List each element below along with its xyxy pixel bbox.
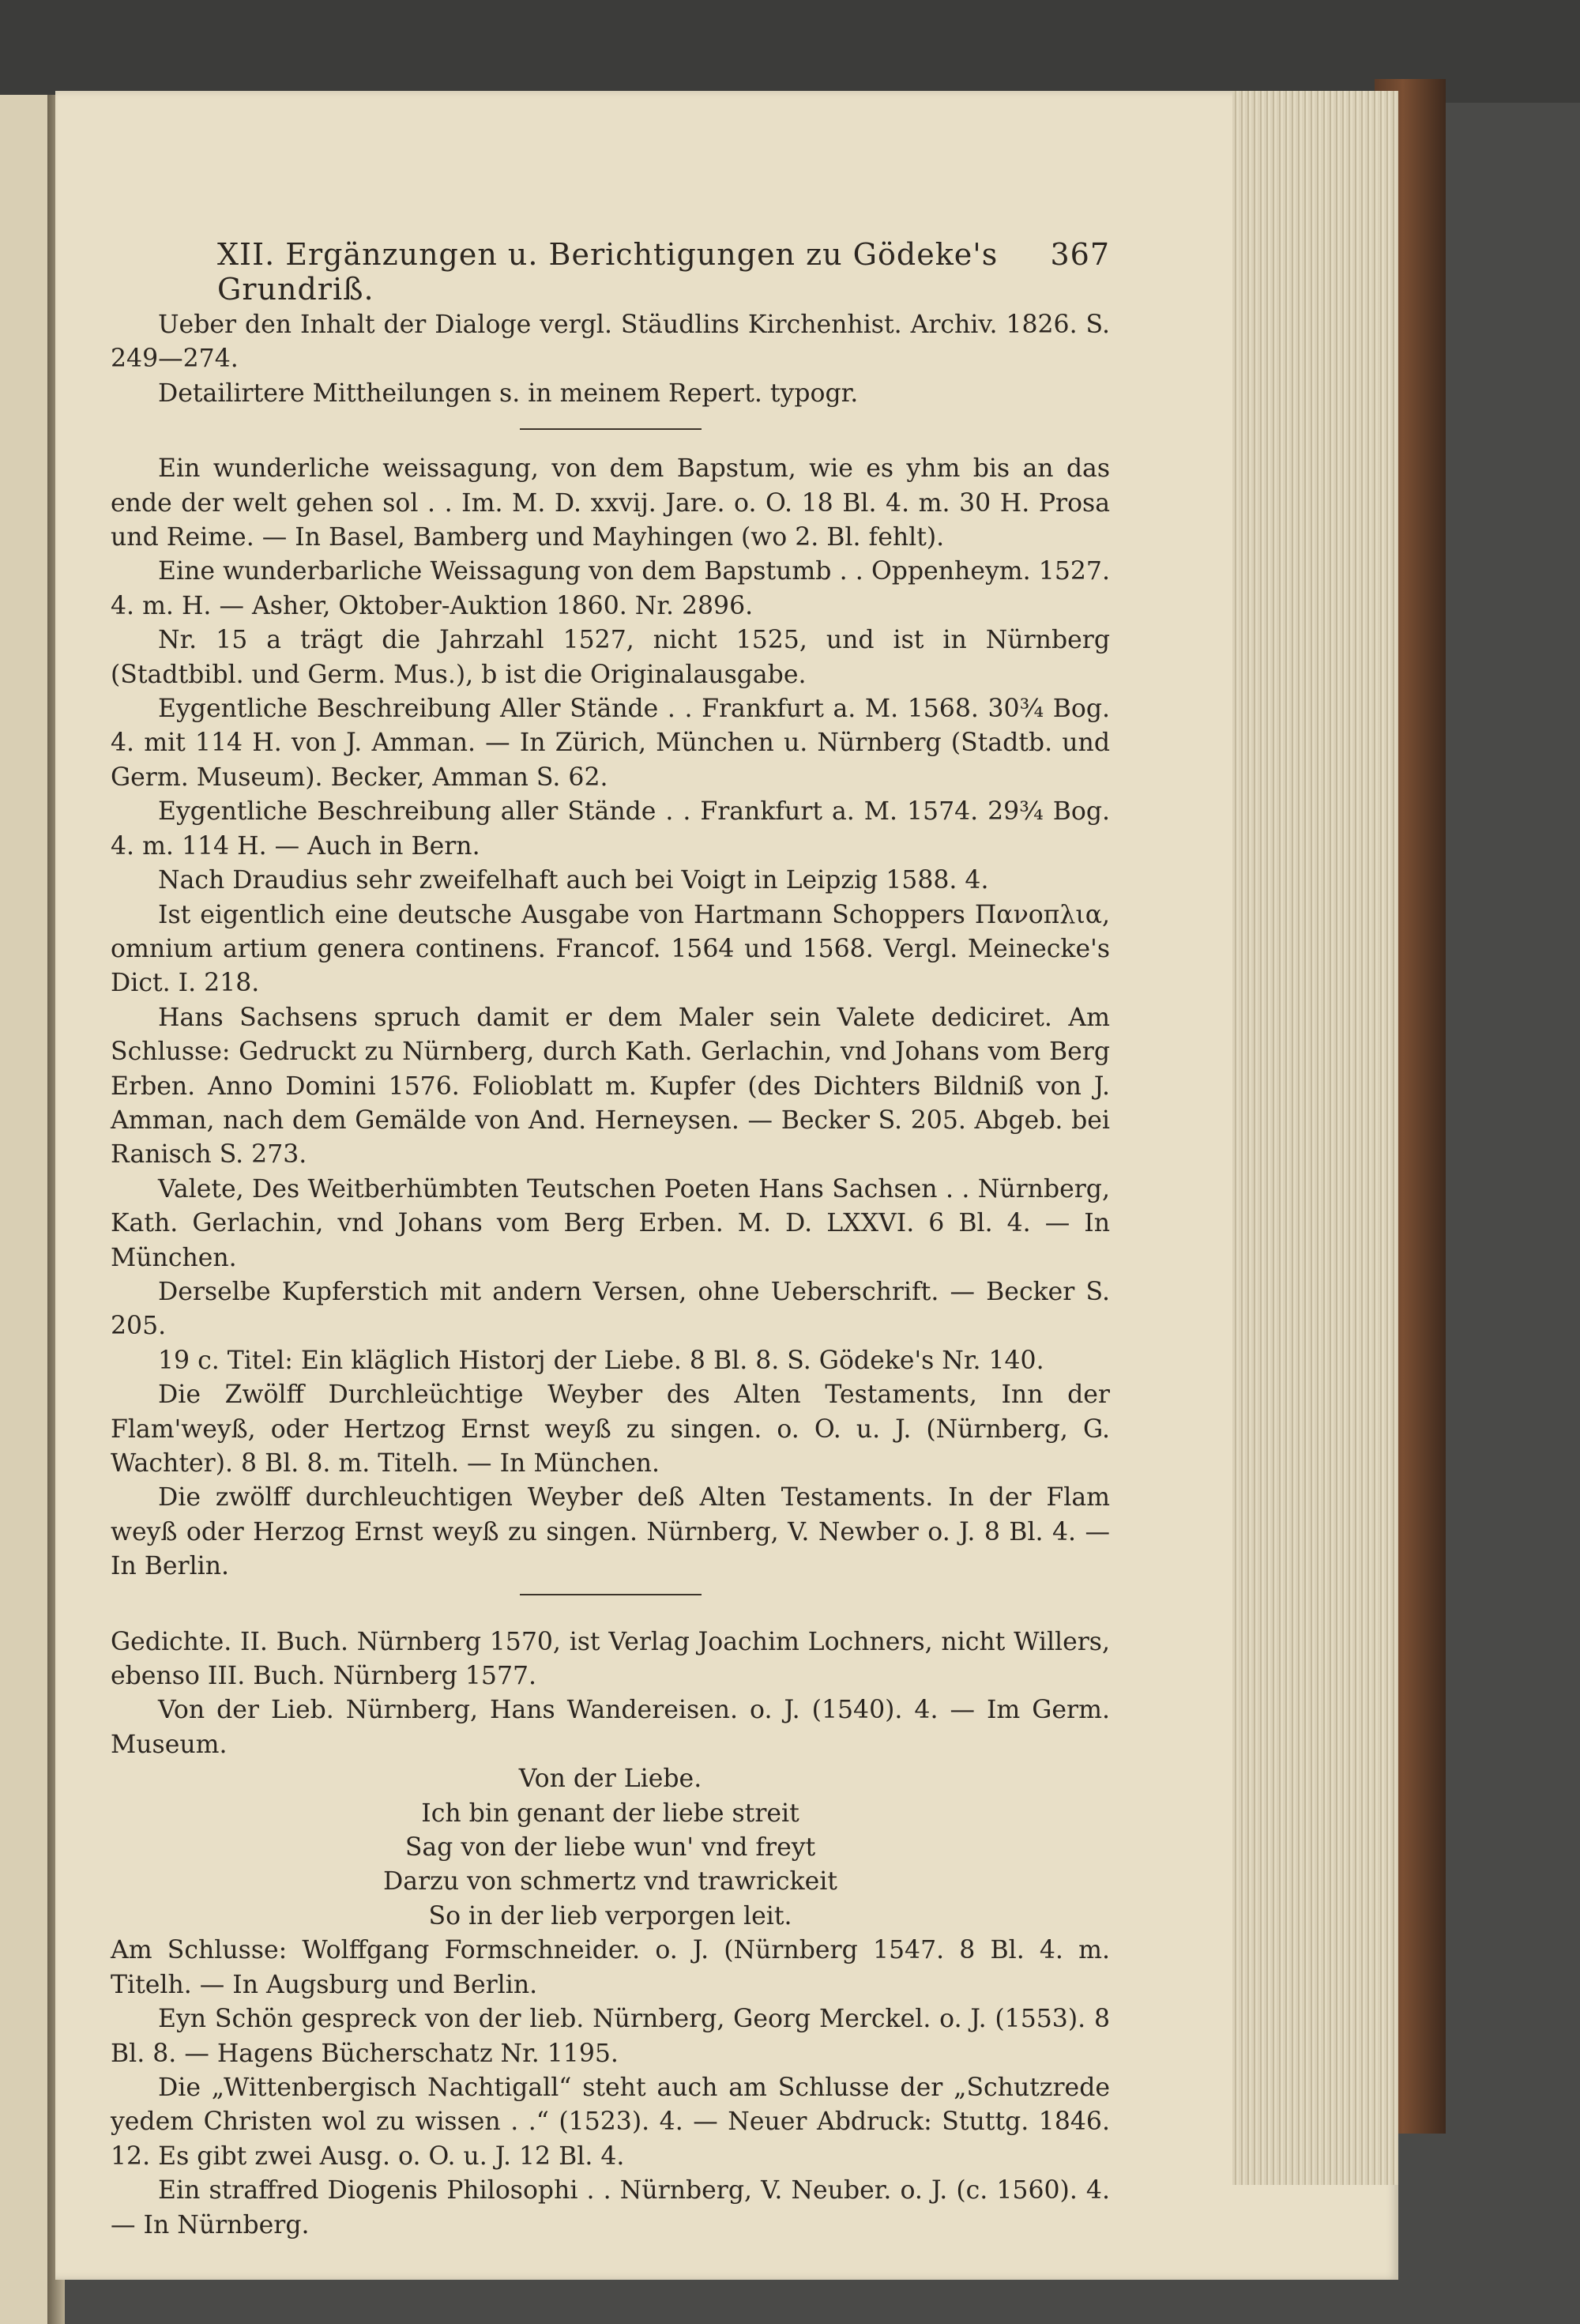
paragraph: Ein straffred Diogenis Philosophi . . Nürnberg, V. Neuber. o. J. (c. 1560). 4. — In Nürnberg. [111,2176,1110,2239]
paragraph: Derselbe Kupferstich mit andern Versen, ohne Ueberschrift. — Becker S. 205. [111,1277,1110,1341]
section-rule [520,428,702,430]
poem-line: Ich bin genant der liebe streit [421,1799,799,1828]
paragraph: 19 c. Titel: Ein kläglich Historj der Liebe. 8 Bl. 8. S. Gödeke's Nr. 140. [158,1346,1044,1375]
page-body [111,308,1110,2243]
spacer [111,1610,1110,1625]
paragraph: Hans Sachsens spruch damit er dem Maler sein Valete dediciret. Am Schlusse: Gedruckt zu Nürnberg, durch Kath. Gerlachin, vnd Johans vom Berg Erben. Anno Domini 1576. Folioblatt m. Kupfer (des Dichters Bildniß von J. Amman, nach dem Gemälde von And. Herneysen. — Becker S. 205. Abgeb. bei Ranisch S. 273. [111,1003,1110,1170]
paragraph: Die „Wittenbergisch Nachtigall“ steht auch am Schlusse der „Schutzrede yedem Christen wol zu wissen . .“ (1523). 4. — Neuer Abdruck: Stuttg. 1846. 12. Es gibt zwei Ausg. o. O. u. J. 12 Bl. 4. [111,2073,1110,2171]
poem-line: Darzu von schmertz vnd trawrickeit [383,1867,837,1896]
scan-background [0,0,1580,103]
paragraph: Am Schlusse: Wolffgang Formschneider. o. J. (Nürnberg 1547. 8 Bl. 4. m. Titelh. — In Augsburg und Berlin. [111,1936,1110,1999]
paragraph: Eygentliche Beschreibung aller Stände . . Frankfurt a. M. 1574. 29¾ Bog. 4. m. 114 H. — Auch in Bern. [111,797,1110,861]
paragraph: Nr. 15 a trägt die Jahrzahl 1527, nicht 1525, und ist in Nürnberg (Stadtbibl. und Germ. Mus.), b ist die Originalausgabe. [111,626,1110,689]
paragraph: Eyn Schön gespreck von der lieb. Nürnberg, Georg Merckel. o. J. (1553). 8 Bl. 8. — Hagens Bücherschatz Nr. 1195. [111,2005,1110,2068]
paragraph: Die Zwölff Durchleüchtige Weyber des Alten Testaments, Inn der Flam'weyß, oder Hertzog Ernst weyß zu singen. o. O. u. J. (Nürnberg, G. Wachter). 8 Bl. 8. m. Titelh. — In München. [111,1380,1110,1478]
section-rule [520,1594,702,1595]
paragraph: Ein wunderliche weissagung, von dem Bapstum, wie es yhm bis an das ende der welt gehen sol . . Im. M. D. xxvij. Jare. o. O. 18 Bl. 4. m. 30 H. Prosa und Reime. — In Basel, Bamberg und Mayhingen (wo 2. Bl. fehlt). [111,454,1110,552]
page-number: 367 [1050,237,1110,272]
running-title: XII. Ergänzungen u. Berichtigungen zu Gödeke's Grundriß. [217,237,999,307]
paragraph: Ueber den Inhalt der Dialoge vergl. Stäudlins Kirchenhist. Archiv. 1826. S. 249—274. [111,311,1110,374]
paragraph: Eygentliche Beschreibung Aller Stände . . Frankfurt a. M. 1568. 30¾ Bog. 4. mit 114 H. von J. Amman. — In Zürich, München u. Nürnberg (Stadtb. und Germ. Museum). Becker, Amman S. 62. [111,695,1110,792]
page-stack-edges [1232,91,1398,2185]
poem-title: Von der Liebe. [518,1765,702,1794]
paragraph: Detailirtere Mittheilungen s. in meinem Repert. typogr. [158,379,859,408]
poem-line: So in der lieb verporgen leit. [428,1901,792,1930]
poem-line: Sag von der liebe wun' vnd freyt [404,1833,816,1863]
paragraph: Nach Draudius sehr zweifelhaft auch bei Voigt in Leipzig 1588. 4. [158,866,989,895]
paragraph: Ist eigentlich eine deutsche Ausgabe von Hartmann Schoppers Πανοπλια, omnium artium genera continens. Francof. 1564 und 1568. Vergl. Meinecke's Dict. I. 218. [111,900,1110,998]
running-header [217,237,1110,307]
paragraph: Gedichte. II. Buch. Nürnberg 1570, ist Verlag Joachim Lochners, nicht Willers, ebenso III. Buch. Nürnberg 1577. [111,1627,1110,1691]
paragraph: Eine wunderbarliche Weissagung von dem Bapstumb . . Oppenheym. 1527. 4. m. H. — Asher, Oktober-Auktion 1860. Nr. 2896. [111,557,1110,620]
paragraph: Valete, Des Weitberhümbten Teutschen Poeten Hans Sachsen . . Nürnberg, Kath. Gerlachin, vnd Johans vom Berg Erben. M. D. LXXVI. 6 Bl. 4. — In München. [111,1174,1110,1272]
paragraph: Von der Lieb. Nürnberg, Hans Wandereisen. o. J. (1540). 4. — Im Germ. Museum. [111,1696,1110,1759]
paragraph: Die zwölff durchleuchtigen Weyber deß Alten Testaments. In der Flam weyß oder Herzog Ernst weyß zu singen. Nürnberg, V. Newber o. J. 8 Bl. 4. — In Berlin. [111,1483,1110,1581]
